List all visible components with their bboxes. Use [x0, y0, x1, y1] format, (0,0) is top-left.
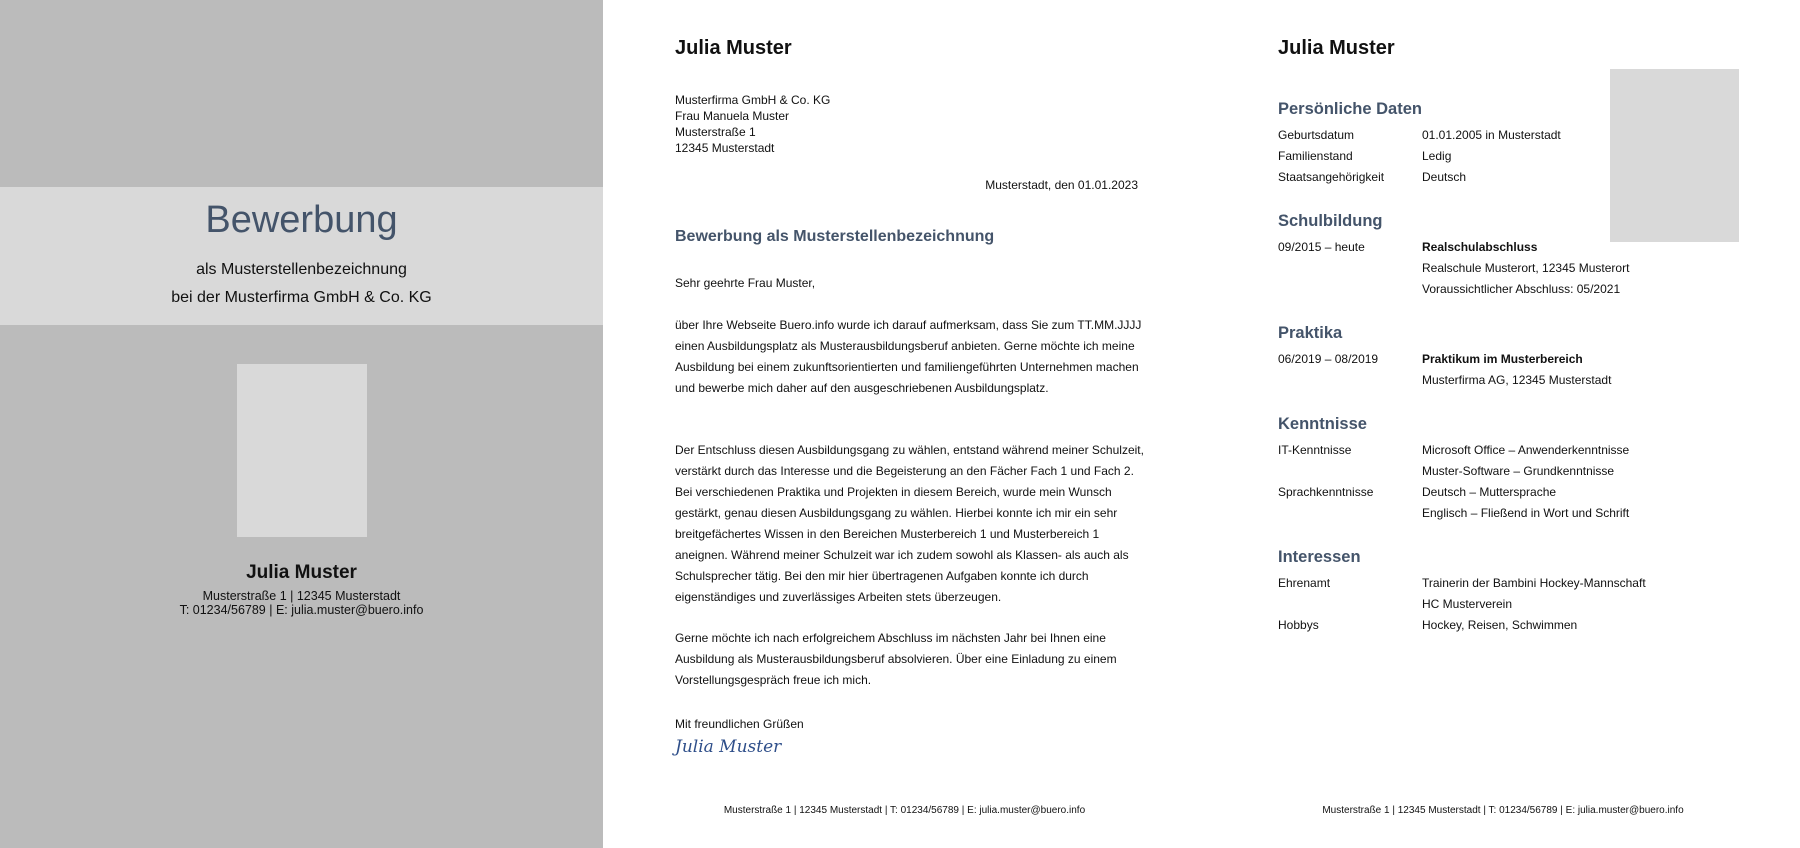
letter-recipient-address [675, 92, 830, 156]
letter-paragraph: Gerne möchte ich nach erfolgreichem Abschluss im nächsten Jahr bei Ihnen eine Ausbildung als Musterausbildungsberuf absolvieren. Über eine Einladung zu einem Vorstellungsgespräch freue ich mich. [675, 631, 1117, 687]
cv-value: Musterfirma AG, 12345 Musterstadt [1422, 373, 1612, 387]
section-heading-skills: Kenntnisse [1278, 415, 1367, 433]
letter-closing: Mit freundlichen Grüßen [675, 717, 804, 731]
cover-applicant-name: Julia Muster [246, 562, 357, 583]
letter-sender-name: Julia Muster [675, 37, 792, 59]
recipient-person: Frau Manuela Muster [675, 109, 790, 123]
cv-label: Hobbys [1278, 618, 1319, 632]
letter-footer: Musterstraße 1 | 12345 Musterstadt | T: 01234/56789 | E: julia.muster@buero.info [723, 805, 1086, 816]
section-heading-internship: Praktika [1278, 324, 1343, 342]
cv-page [1206, 0, 1800, 848]
cv-photo-placeholder [1610, 69, 1739, 242]
cv-value: Englisch – Fließend in Wort und Schrift [1422, 506, 1630, 520]
cv-label: IT-Kenntnisse [1278, 443, 1352, 457]
cv-footer: Musterstraße 1 | 12345 Musterstadt | T: 01234/56789 | E: julia.muster@buero.info [1322, 805, 1684, 816]
cv-value: Muster-Software – Grundkenntnisse [1422, 464, 1615, 478]
cv-label: Staatsangehörigkeit [1278, 170, 1385, 184]
cv-value: Deutsch [1422, 170, 1467, 184]
letter-paragraph: über Ihre Webseite Buero.info wurde ich darauf aufmerksam, dass Sie zum TT.MM.JJJJ einen Ausbildungsplatz als Musterausbildungsberuf anbieten. Gerne möchte ich meine Ausbildung bei einem zukunftsorientierten und familiengeführten Unternehmen machen und bewerbe mich daher auf den ausgeschriebenen Ausbildungsplatz. [675, 318, 1142, 395]
cv-entry-title: Realschulabschluss [1422, 240, 1538, 254]
cv-value: HC Musterverein [1422, 597, 1513, 611]
letter-subject: Bewerbung als Musterstellenbezeichnung [675, 228, 995, 245]
letter-paragraph: Der Entschluss diesen Ausbildungsgang zu wählen, entstand während meiner Schulzeit, verstärkt durch das Interesse und die Begeisterung an den Fächer Fach 1 und Fach 2. Bei verschiedenen Praktika und Projekten in diesem Bereich, wurde mein Wunsch gestärkt, genau diesen Ausbildungsgang zu wählen. Hierbei konnte ich mir ein sehr breitgefächertes Wissen in den Bereichen Musterbereich 1 und Musterbereich 1 aneignen. Während meiner Schulzeit war ich zudem sowohl als Klassen- als auch als Schulsprecher tätig. Bei den mir hier übertragenen Aufgaben konnte ich durch eigenständiges und zuverlässiges Arbeiten stets überzeugen. [675, 443, 1144, 604]
section-heading-personal: Persönliche Daten [1278, 100, 1422, 118]
cv-label: Ehrenamt [1278, 576, 1331, 590]
letter-signature: Julia Muster [675, 737, 782, 757]
cv-entry-title: Praktikum im Musterbereich [1422, 352, 1583, 366]
section-heading-interests: Interessen [1278, 548, 1361, 566]
cover-subtitle-company: bei der Musterfirma GmbH & Co. KG [171, 289, 432, 306]
cv-label: Geburtsdatum [1278, 128, 1355, 142]
cv-period: 06/2019 – 08/2019 [1278, 352, 1379, 366]
cv-value: Trainerin der Bambini Hockey-Mannschaft [1422, 576, 1646, 590]
section-heading-school: Schulbildung [1278, 212, 1383, 230]
recipient-city: 12345 Musterstadt [675, 141, 775, 155]
cover-subtitle-position: als Musterstellenbezeichnung [196, 261, 407, 278]
cover-title: Bewerbung [205, 199, 398, 241]
recipient-company: Musterfirma GmbH & Co. KG [675, 93, 831, 107]
cv-name: Julia Muster [1278, 37, 1395, 59]
cover-address: Musterstraße 1 | 12345 Musterstadt [202, 589, 401, 603]
cv-value: 01.01.2005 in Musterstadt [1422, 128, 1561, 142]
cover-photo-placeholder [237, 364, 367, 537]
cv-value: Hockey, Reisen, Schwimmen [1422, 618, 1578, 632]
cover-title-band [0, 187, 603, 325]
cv-value: Voraussichtlicher Abschluss: 05/2021 [1422, 282, 1621, 296]
cover-contact: T: 01234/56789 | E: julia.muster@buero.info [179, 603, 424, 617]
cv-period: 09/2015 – heute [1278, 240, 1365, 254]
cv-value: Ledig [1422, 149, 1452, 163]
cv-value: Microsoft Office – Anwenderkenntnisse [1422, 443, 1630, 457]
cv-value: Deutsch – Muttersprache [1422, 485, 1557, 499]
cover-page [0, 0, 603, 848]
cover-letter-page [603, 0, 1206, 848]
letter-date: Musterstadt, den 01.01.2023 [985, 178, 1138, 192]
cv-label: Sprachkenntnisse [1278, 485, 1374, 499]
cv-value: Realschule Musterort, 12345 Musterort [1422, 261, 1630, 275]
cv-label: Familienstand [1278, 149, 1353, 163]
letter-salutation: Sehr geehrte Frau Muster, [675, 276, 816, 290]
recipient-street: Musterstraße 1 [675, 125, 756, 139]
